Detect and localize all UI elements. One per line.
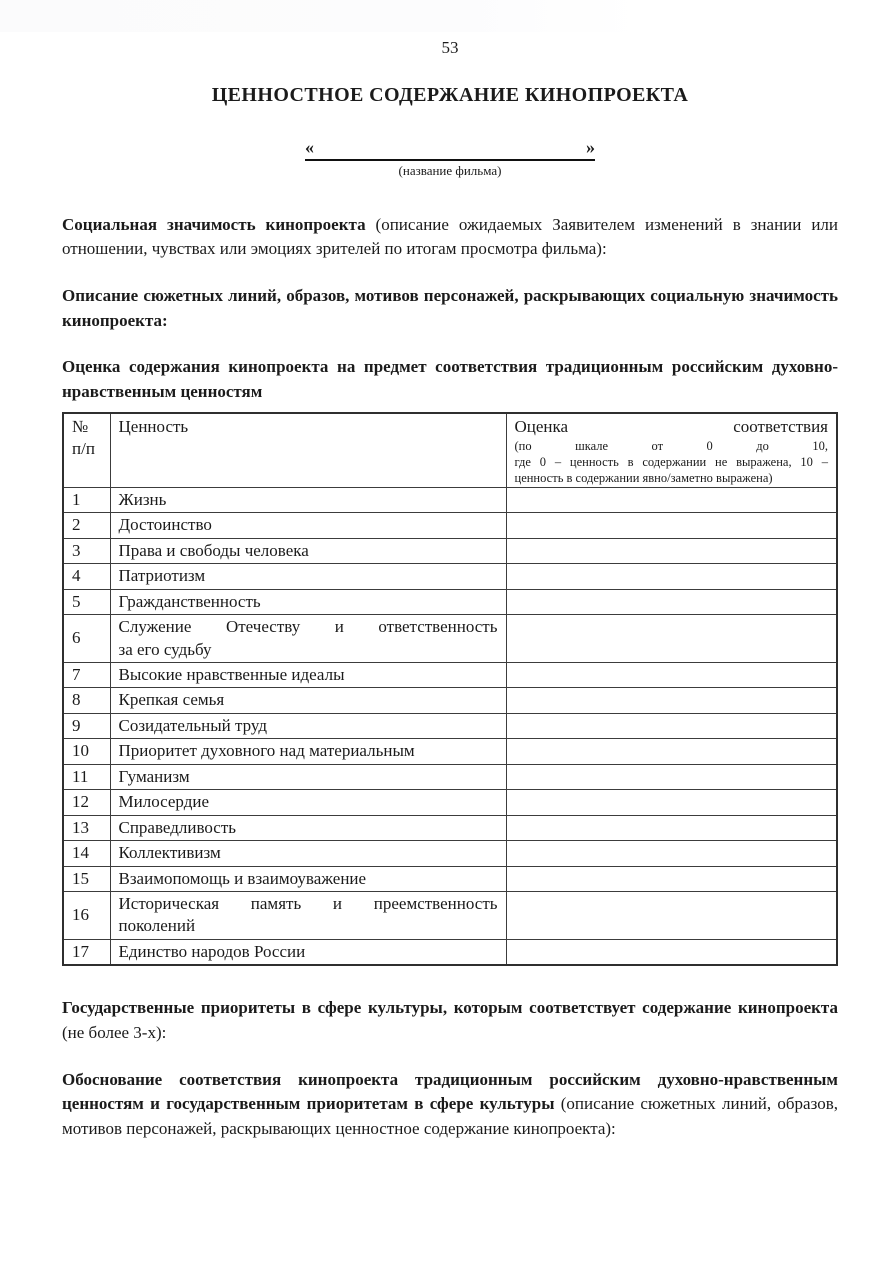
row-number: 12 <box>63 790 110 815</box>
section-plot-description <box>62 284 838 333</box>
row-score-cell <box>506 891 837 939</box>
row-score-cell <box>506 688 837 713</box>
row-value-line1: Приоритет духовного над материальным <box>118 741 415 761</box>
section-assessment-heading <box>62 355 838 404</box>
row-value-line1: Достоинство <box>118 515 212 535</box>
row-value-line1: Гражданственность <box>118 591 261 611</box>
row-value-line1: Патриотизм <box>118 566 206 586</box>
header-number-line2: п/п <box>72 438 95 458</box>
justification-heading: Обоснование соответствия кинопроекта традиционным российским духовно-нравственным ценностям и государственным приоритетам в сфере культуры <box>62 1069 838 1114</box>
table-header-row <box>63 413 837 488</box>
row-value-line1: Гуманизм <box>118 766 190 786</box>
row-value-cell <box>110 866 506 891</box>
score-title: Оценка соответствия <box>514 416 828 436</box>
row-score-cell <box>506 841 837 866</box>
row-score-cell <box>506 564 837 589</box>
row-number: 16 <box>63 891 110 939</box>
table-row <box>63 688 837 713</box>
table-row <box>63 764 837 789</box>
row-score-cell <box>506 487 837 512</box>
table-row <box>63 564 837 589</box>
values-table <box>62 412 838 967</box>
section-justification <box>62 1068 838 1142</box>
table-row <box>63 615 837 663</box>
header-value-label: Ценность <box>118 416 189 436</box>
header-number-line1: № <box>72 416 89 436</box>
row-value-cell <box>110 841 506 866</box>
row-value-line1: Милосердие <box>118 792 209 812</box>
social-significance-note: (описание ожидаемых Заявителем изменений в знании или отношении, чувствах или эмоциях зрителей по итогам просмотра фильма): <box>62 214 839 259</box>
row-value-line1: Служение Отечеству и ответственность <box>118 617 498 637</box>
row-score-cell <box>506 663 837 688</box>
film-title-field <box>305 137 595 161</box>
film-title-block <box>62 137 838 179</box>
justification-note: (описание сюжетных линий, образов, мотивов персонажей, раскрывающих ценностное содержание кинопроекта): <box>62 1094 838 1138</box>
social-significance-heading: Социальная значимость кинопроекта <box>62 214 366 234</box>
row-number: 8 <box>63 688 110 713</box>
row-value-cell <box>110 713 506 738</box>
row-value-cell <box>110 764 506 789</box>
row-number: 13 <box>63 815 110 840</box>
row-value-line1: Права и свободы человека <box>118 540 309 560</box>
table-row <box>63 866 837 891</box>
row-score-cell <box>506 790 837 815</box>
row-value-cell <box>110 513 506 538</box>
table-row <box>63 939 837 965</box>
table-row <box>63 487 837 512</box>
row-value-cell <box>110 663 506 688</box>
assessment-heading: Оценка содержания кинопроекта на предмет соответствия традиционным российским духовно-нравственным ценностям <box>62 357 838 401</box>
row-number: 4 <box>63 564 110 589</box>
row-number: 9 <box>63 713 110 738</box>
row-score-cell <box>506 739 837 764</box>
row-value-line1: Взаимопомощь и взаимоуважение <box>118 868 367 888</box>
table-row <box>63 538 837 563</box>
row-value-line2: поколений <box>118 916 196 936</box>
row-number: 17 <box>63 939 110 965</box>
row-number: 14 <box>63 841 110 866</box>
row-value-cell <box>110 815 506 840</box>
row-score-cell <box>506 815 837 840</box>
row-number: 11 <box>63 764 110 789</box>
row-value-line1: Крепкая семья <box>118 690 225 710</box>
row-value-line1: Высокие нравственные идеалы <box>118 665 345 685</box>
state-priorities-note: (не более 3-х): <box>62 1022 167 1042</box>
row-number: 5 <box>63 589 110 614</box>
score-scale-note: (по шкале от 0 до 10, <box>514 438 828 453</box>
row-value-cell <box>110 739 506 764</box>
table-row <box>63 589 837 614</box>
row-number: 7 <box>63 663 110 688</box>
open-guillemet: « <box>305 137 314 157</box>
row-value-line1: Единство народов России <box>118 941 306 961</box>
state-priorities-heading: Государственные приоритеты в сфере культуры, которым соответствует содержание кинопроекта <box>62 998 838 1018</box>
document-title: ЦЕННОСТНОЕ СОДЕРЖАНИЕ КИНОПРОЕКТА <box>211 84 689 106</box>
row-value-cell <box>110 564 506 589</box>
row-value-line1: Справедливость <box>118 817 237 837</box>
table-row <box>63 713 837 738</box>
row-value-line1: Жизнь <box>118 489 167 509</box>
row-number: 15 <box>63 866 110 891</box>
row-value-cell <box>110 538 506 563</box>
row-value-cell <box>110 589 506 614</box>
close-guillemet: » <box>586 137 595 157</box>
row-score-cell <box>506 589 837 614</box>
row-number: 3 <box>63 538 110 563</box>
row-value-line1: Коллективизм <box>118 843 221 863</box>
row-value-line2: за его судьбу <box>118 639 212 659</box>
row-score-cell <box>506 513 837 538</box>
table-row <box>63 790 837 815</box>
row-value-line1: Созидательный труд <box>118 715 267 735</box>
row-value-cell <box>110 939 506 965</box>
row-number: 1 <box>63 487 110 512</box>
film-title-caption: (название фильма) <box>398 162 502 178</box>
row-value-cell <box>110 487 506 512</box>
row-number: 2 <box>63 513 110 538</box>
table-row <box>63 841 837 866</box>
row-score-cell <box>506 713 837 738</box>
table-row <box>63 739 837 764</box>
table-row <box>63 513 837 538</box>
header-cell-score <box>506 413 837 488</box>
row-score-cell <box>506 615 837 663</box>
film-title-blank <box>314 157 586 158</box>
section-social-significance <box>62 213 838 262</box>
row-score-cell <box>506 939 837 965</box>
row-score-cell <box>506 866 837 891</box>
row-number: 6 <box>63 615 110 663</box>
row-value-cell <box>110 891 506 939</box>
row-value-line1: Историческая память и преемственность <box>118 893 498 913</box>
score-scale-explanation: где 0 – ценность в содержании не выражена, 10 – ценность в содержании явно/заметно выражена) <box>514 454 828 485</box>
header-cell-number <box>63 413 110 488</box>
table-row <box>63 891 837 939</box>
table-row <box>63 663 837 688</box>
row-number: 10 <box>63 739 110 764</box>
values-table-head <box>63 413 837 488</box>
page-number: 53 <box>441 38 459 57</box>
table-row <box>63 815 837 840</box>
values-table-body <box>63 487 837 965</box>
row-value-cell <box>110 688 506 713</box>
row-value-cell <box>110 790 506 815</box>
header-cell-value <box>110 413 506 488</box>
row-score-cell <box>506 538 837 563</box>
row-value-cell <box>110 615 506 663</box>
section-state-priorities <box>62 996 838 1045</box>
plot-description-heading: Описание сюжетных линий, образов, мотивов персонажей, раскрывающих социальную значимость кинопроекта: <box>62 285 838 330</box>
row-score-cell <box>506 764 837 789</box>
